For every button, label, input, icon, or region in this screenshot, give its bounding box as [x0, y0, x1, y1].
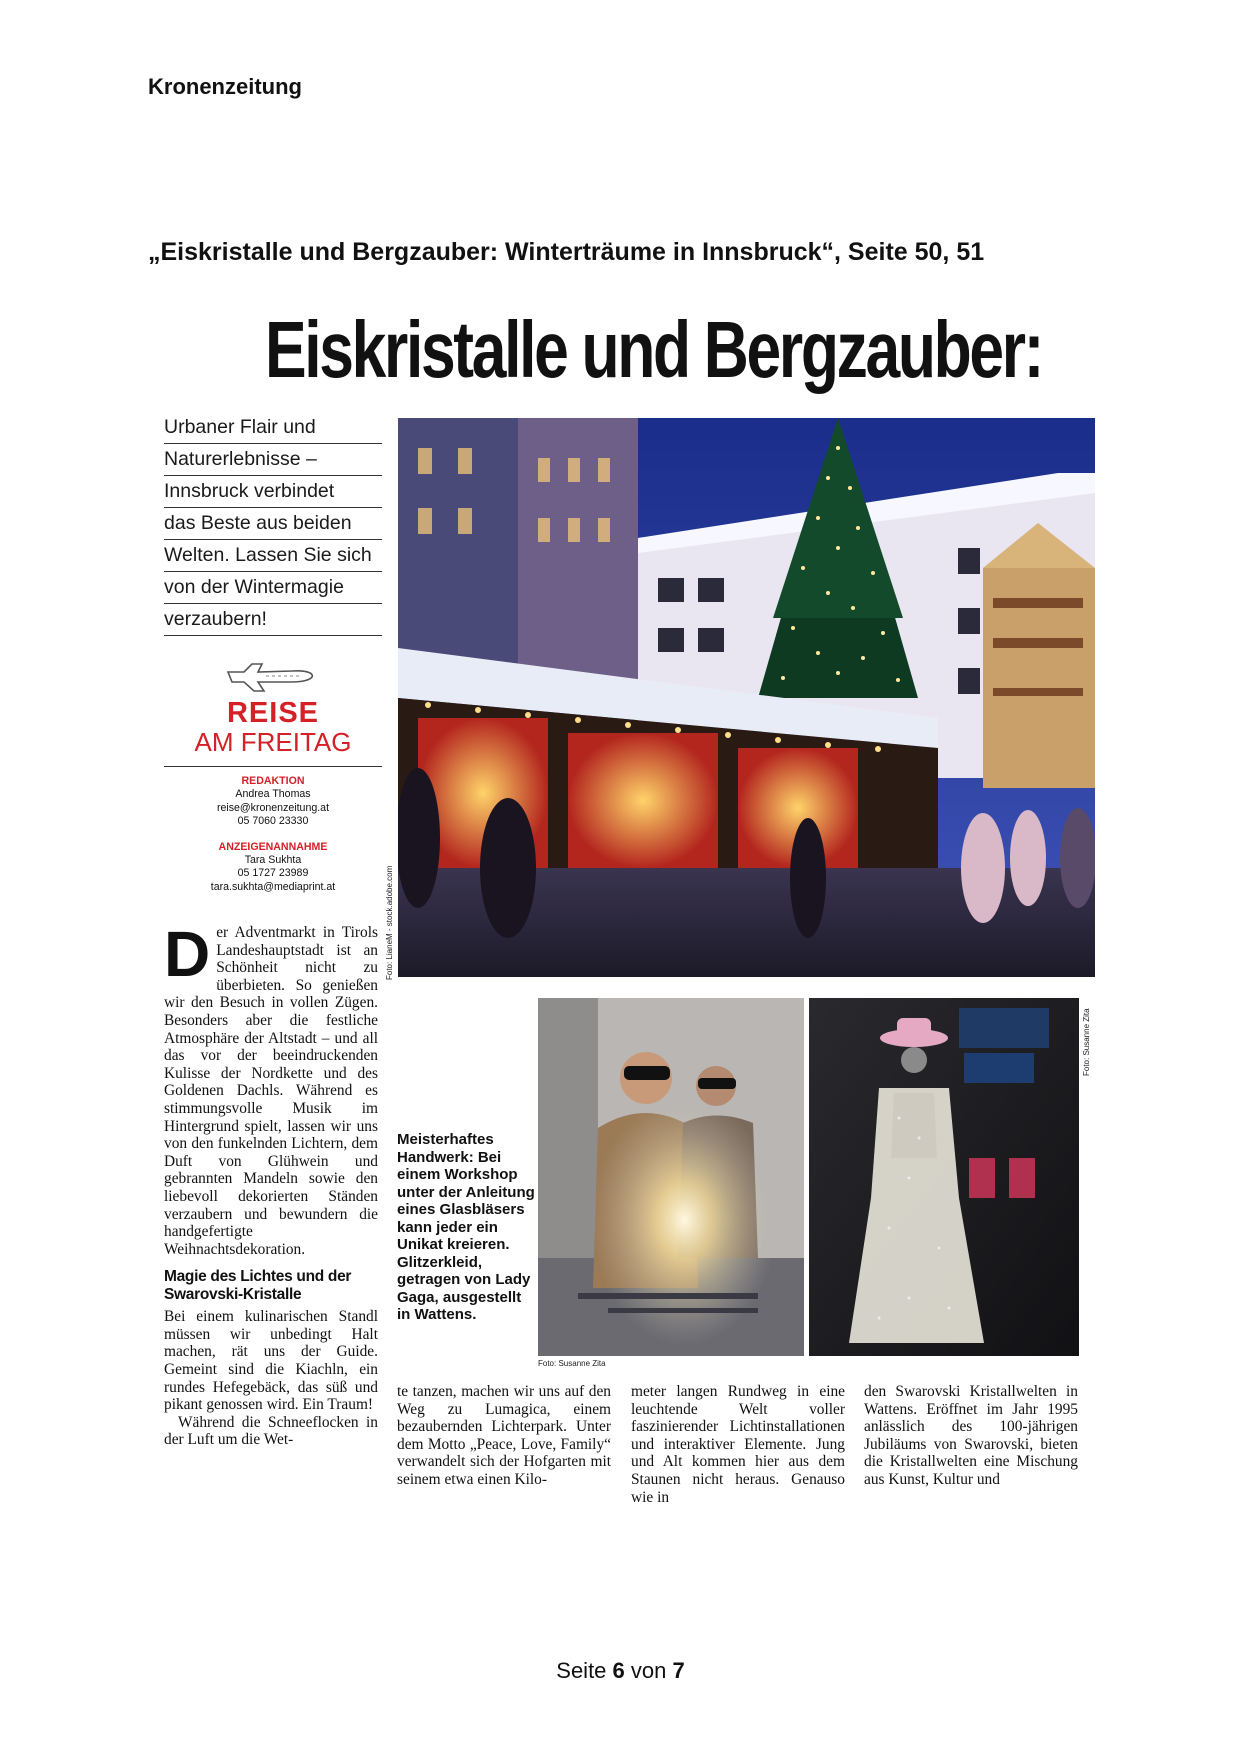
teaser-line: das Beste aus beiden — [164, 508, 382, 540]
section-logo-line2: AM FREITAG — [194, 727, 352, 757]
headline-text: Eiskristalle und Bergzauber: — [265, 305, 1043, 394]
redaktion-phone: 05 7060 23330 — [237, 815, 309, 828]
imprint-box — [164, 775, 382, 894]
body-paragraph: er Adventmarkt in Tirols Landeshauptstadt ist an Schönheit nicht zu überbieten. So genießen wir den Besuch in vollen Zügen. Besonders aber die festliche Atmosphäre der Altstadt – und all das vor der beeindruckenden Kulisse der Nordkette und des Goldenen Dachls. Während es stimmungsvolle Musik im Hintergrund spielt, lassen wir uns von den funkelnden Lichtern, dem Duft von Glühwein und gebrannten Mandeln sowie den liebevoll dekorierten Ständen verzaubern und bewundern die handgefertigte Weihnachtsdekoration. — [164, 924, 378, 1258]
photo-caption: Meisterhaftes Handwerk: Bei einem Workshop unter der Anleitung eines Glasbläsers kann jeder ein Unikat kreieren. Glitzerkleid, getragen von Lady Gaga, ausgestellt in Wattens. — [397, 1131, 535, 1323]
anzeigen-email: tara.sukhta@mediaprint.at — [210, 880, 336, 893]
body-paragraph: meter langen Rundweg in eine leuchtende Welt voller faszinierender Lichtinstallationen und interaktiver Elemente. Jung und Alt kommen hier aus dem Staunen nicht heraus. Genauso wie in — [631, 1383, 845, 1506]
redaktion-name: Andrea Thomas — [235, 788, 311, 801]
photo-credit-main: Foto: LianeM - stock.adobe.com — [385, 865, 394, 980]
page-footer — [0, 1658, 1241, 1684]
teaser-line: Welten. Lassen Sie sich — [164, 540, 382, 572]
anzeigen-phone: 05 1727 23989 — [237, 867, 309, 880]
photo-credit-glass: Foto: Susanne Zita — [538, 1359, 606, 1368]
photo-credit-dress: Foto: Susanne Zita — [1082, 1008, 1091, 1076]
footer-prefix: Seite — [556, 1658, 613, 1683]
body-paragraph: Während die Schneeflocken in der Luft um die Wet- — [164, 1413, 378, 1449]
glassblowing-workshop-photo — [538, 998, 804, 1356]
clip-title: „Eiskristalle und Bergzauber: Winterträume in Innsbruck“, Seite 50, 51 — [148, 238, 985, 266]
body-paragraph: den Swarovski Kristallwelten in Wattens. Eröffnet im Jahr 1995 anlässlich des 100-jährigen Jubiläums von Swarovski, bieten die Kristallwelten eine Mischung aus Kunst, Kultur und — [864, 1383, 1078, 1488]
body-column-4 — [864, 1383, 1078, 1489]
body-column-3 — [631, 1383, 845, 1506]
publication-name: Kronenzeitung — [148, 74, 302, 99]
teaser-line: Naturerlebnisse – — [164, 444, 382, 476]
airplane-icon — [222, 658, 318, 694]
divider — [164, 766, 382, 767]
footer-middle: von — [624, 1658, 673, 1683]
teaser-line: von der Wintermagie — [164, 572, 382, 604]
teaser-line: Innsbruck verbindet — [164, 476, 382, 508]
glitter-dress-exhibit-photo — [809, 998, 1079, 1356]
article-headline — [265, 305, 1043, 394]
dropcap: D — [164, 918, 211, 990]
redaktion-email: reise@kronenzeitung.at — [216, 801, 330, 814]
subheading: Magie des Lichtes und der Swarovski-Kristalle — [164, 1268, 352, 1304]
teaser-line: Urbaner Flair und — [164, 412, 382, 444]
anzeigen-name: Tara Sukhta — [244, 854, 302, 867]
body-column-2 — [397, 1383, 611, 1489]
article-teaser — [164, 412, 382, 636]
anzeigen-label: ANZEIGENANNAHME — [218, 840, 328, 853]
body-column-1 — [164, 918, 378, 1449]
teaser-line: verzaubern! — [164, 604, 382, 636]
christmas-market-photo — [398, 418, 1095, 977]
current-page-number: 6 — [612, 1658, 625, 1683]
redaktion-label: REDAKTION — [241, 775, 305, 787]
section-logo — [164, 698, 382, 756]
section-logo-line1: REISE — [226, 697, 320, 729]
total-page-count: 7 — [672, 1658, 685, 1683]
body-paragraph: te tanzen, machen wir uns auf den Weg zu Lumagica, einem bezaubernden Lichterpark. Unter dem Motto „Peace, Love, Family“ verwandelt sich der Hofgarten mit seinem etwa einen Kilo- — [397, 1383, 611, 1488]
body-paragraph: Bei einem kulinarischen Standl müssen wir unbedingt Halt machen, rät uns der Guide. Gemeint sind die Kiachln, ein rundes Hefegebäck, das süß und pikant genossen wird. Ein Traum! — [164, 1308, 378, 1414]
